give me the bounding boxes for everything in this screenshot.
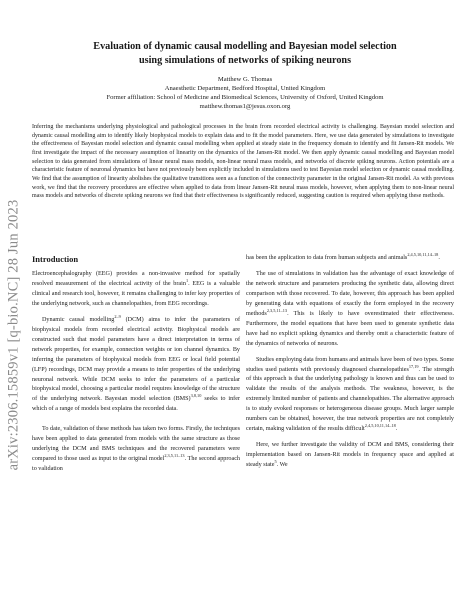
citation[interactable]: 17,19 <box>408 363 419 369</box>
paragraph: Electroencephalography (EEG) provides a non-invasive method for spatially resolved measurement of the electrical activity of the brain$^1$. EEG is a valuable clinical and research tool, however, it remains challenging to infer key properties of the underlying network, such as channelopathies, from EEG recordings. <box>32 271 240 307</box>
author-block <box>40 75 450 111</box>
citation[interactable]: 2,3,5,11–13 <box>266 307 288 313</box>
paragraph: Dynamic causal modelling$^{2-9}$ (DCM) aims to infer the parameters of biophysical models from recorded electrical activity. Biophysical models are constructed such that model parameters have a direct interpretation in terms of network properties, for example, connection weights or ion channel dynamics. By inferring the parameters of biophysical models from EEG or local field potential (LFP) recordings, DCM may provide a means to infer properties of the underlying neuronal network. While DCM seeks to infer the parameters of a particular biophysical model, choosing a particular model requires knowledge of the structure of the underlying network. Bayesian model selection (BMS)$^{3,8,10}$ seeks to infer which of a range of models best explains the recorded data. <box>32 313 241 413</box>
arxiv-stamp <box>3 120 25 550</box>
section-heading-introduction: Introduction <box>32 254 79 264</box>
citation[interactable]: 3,8,10 <box>190 393 202 399</box>
author-name: Matthew G. Thomas <box>217 76 273 83</box>
arxiv-identifier: arXiv:2306.15859v1 [q-bio.NC] 28 Jun 2023 <box>5 199 22 471</box>
paragraph: To date, validation of these methods has taken two forms. Firstly, the techniques have been applied to data generated from models with the same structure as those underlying the DCM and BMS techniques and the recovered parameters were compared to those used as input to the original model$^{2,3,5,11-13}$. The second approach to validation <box>32 426 241 473</box>
citation[interactable]: 2–9 <box>114 313 121 319</box>
right-column <box>246 251 455 477</box>
citation[interactable]: 2,4,5,10,11,14–18 <box>364 423 396 429</box>
left-column <box>32 254 240 481</box>
title-line-1: Evaluation of dynamic causal modelling and Bayesian model selection <box>93 41 397 52</box>
citation[interactable]: 2,4,5,10,11,14–18 <box>407 251 439 257</box>
paragraph: has been the application to data from human subjects and animals$^{2,4,5,10,11,14-18}$. <box>246 251 440 261</box>
paper-title <box>60 40 430 67</box>
author-email[interactable]: matthew.thomas1@jesus.oxon.org <box>199 103 291 110</box>
title-line-2: using simulations of networks of spiking neurons <box>138 54 352 66</box>
citation[interactable]: 5 <box>274 459 277 465</box>
abstract: Inferring the mechanisms underlying physiological and pathological processes in the brain from recorded electrical activity is challenging. Bayesian model selection and dynamic causal modelling aim to identify likely biophysical models to explain data and to fit the model parameters. Here, we use data generated by simulations to investigate the effectiveness of Bayesian model selection and dynamic causal modelling when applied at steady state in the frequency domain to identify and fit Jansen-Rit models. We first investigate the impact of the necessary assumption of linearity on the dynamics of the Jansen-Rit model. We then apply dynamic causal modelling and Bayesian model selection to data generated from simulations of linear neural mass models, non-linear neural mass models, and networks of discrete spiking neurons. Action potentials are a characteristic feature of neuronal dynamics but have not previously been explicitly included in simulations used to test Bayesian model selection or dynamic causal modelling. We find that the assumption of linearity abolishes the qualitative transitions seen as a function of the connectivity parameter in the original Jansen-Rit model. As with previous work, we find that the recovery procedures are effective when applied to data from linear Jansen-Rit neural mass models, however, when applying them to non-linear neural mass models and networks of discrete spiking neurons we find that their effectiveness is significantly reduced, suggesting caution is required when applying these methods. <box>32 124 454 200</box>
citation[interactable]: 1 <box>185 277 189 283</box>
paragraph: The use of simulations in validation has the advantage of exact knowledge of the network structure and parameters producing the synthetic data, allowing direct comparison with those recovered. To date, however, this approach has been applied by generating data with equations of exactly the form employed in the recovery methods$^{2,3,5,11-13}$. This is likely to have overestimated their effectiveness. Furthermore, the model equations that have been used to generate synthetic data have had no explicit spiking dynamics and thereby omit a characteristic feature of the dynamics of networks of neurons. <box>246 270 454 347</box>
affiliation-former: Former affiliation: School of Medicine and Biomedical Sciences, University of Oxford, United Kingdom <box>106 94 384 101</box>
paragraph: Here, we further investigate the validity of DCM and BMS, considering their implementation based on Jansen-Rit models in frequency space and applied at steady state$^5$. We <box>246 442 454 469</box>
affiliation-current: Anaesthetic Department, Bedford Hospital, United Kingdom <box>164 85 326 92</box>
citation[interactable]: 2,3,5,11–13 <box>164 453 185 459</box>
paragraph: Studies employing data from humans and animals have been of two types. Some studies used patients with previously diagnosed channelopathies$^{17,19}$. The strength of this approach is that the underlying pathology is known and thus can be used to validate the results of the analysis methods. The weakness, however, is the extremely limited number of patients and channelopathies. The alternative approach is to study evoked responses or heterogeneous disease groups. Much larger sample numbers can be obtained, however, the true network properties are not completely certain, making validation of the results difficult$^{2,4,5,10,11,14-18}$. <box>246 356 455 433</box>
